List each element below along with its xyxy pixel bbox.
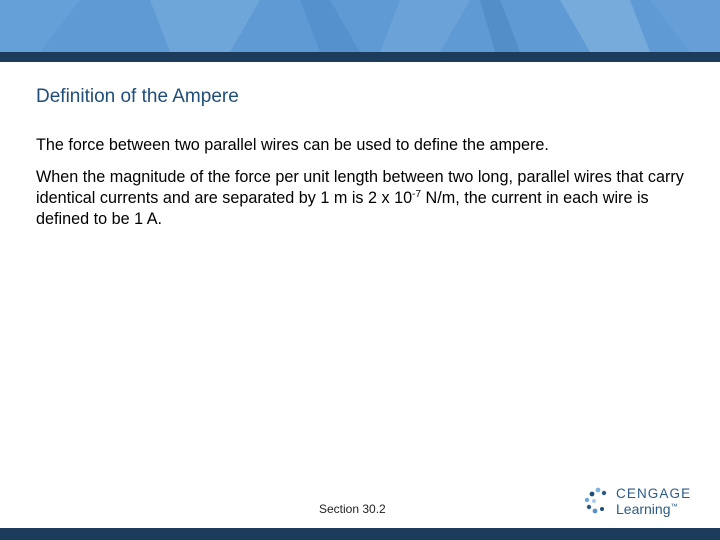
logo-text-learning (616, 501, 678, 517)
bullet-text-2 (36, 167, 688, 230)
slide-title: Definition of the Ampere (36, 86, 239, 107)
logo-trademark: ™ (670, 503, 678, 511)
logo-dots-icon (584, 487, 608, 515)
section-label: Section 30.2 (319, 502, 386, 516)
logo-text-cengage: CENGAGE (616, 486, 692, 501)
logo-learning-word: Learning (616, 501, 671, 517)
top-rule (0, 52, 720, 62)
banner-graphic (0, 0, 720, 52)
top-banner (0, 0, 720, 52)
bullet-text-1: The force between two parallel wires can be used to define the ampere. (36, 136, 549, 154)
bullet-2-text-start: When the magnitude of the force per unit length between two long, parallel wires that carry identical currents and are separated by 1 m is 2 x 10 (36, 168, 684, 207)
bullet-2-text-end: N/m, the current in each wire is defined to be 1 A. (36, 189, 649, 228)
cengage-learning-logo (584, 486, 694, 518)
exponent: -7 (412, 189, 422, 200)
bottom-rule (0, 528, 720, 540)
